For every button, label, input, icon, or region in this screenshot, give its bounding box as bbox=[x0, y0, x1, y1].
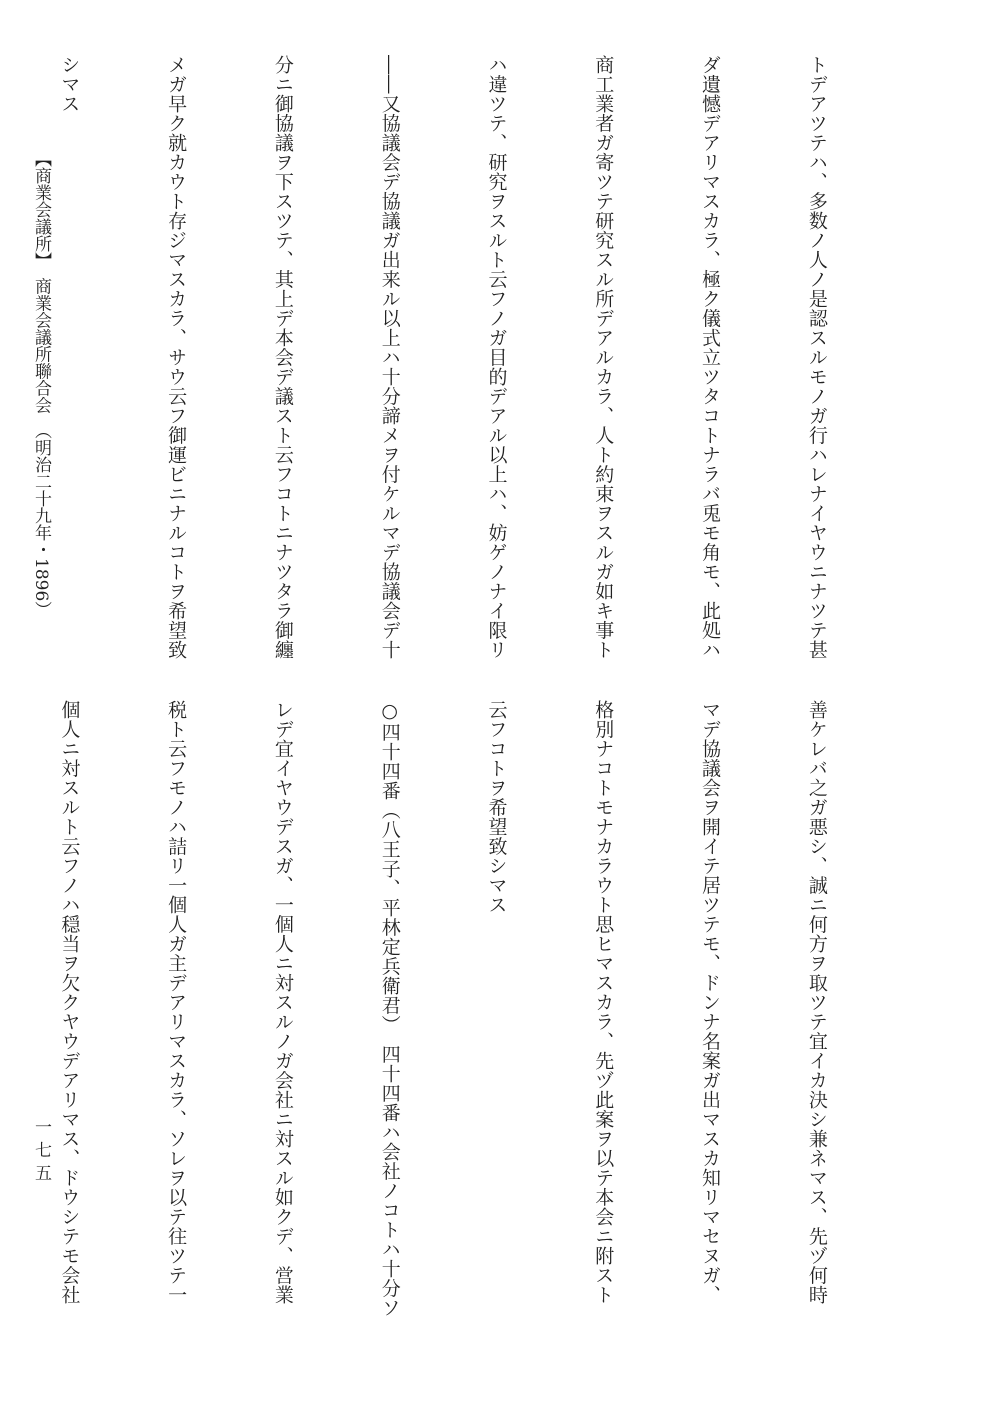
page-number: 一七五 bbox=[31, 1118, 51, 1187]
text-line: 個人ニ対スルト云フノハ穏当ヲ欠クヤウデアリマス、ドウシテモ会社 bbox=[58, 700, 81, 1305]
text-line: 格別ナコトモナカラウト思ヒマスカラ、先ヅ此案ヲ以テ本会ニ附スト bbox=[592, 700, 615, 1305]
text-line: メガ早ク就カウト存ジマスカラ、サウ云フ御運ビニナルコトヲ希望致 bbox=[165, 55, 188, 660]
text-line: 云フコトヲ希望致シマス bbox=[485, 700, 508, 915]
text-line: トデアツテハ、多数ノ人ノ是認スルモノガ行ハレナイヤウニナツテ甚 bbox=[805, 55, 828, 660]
running-header: 【商業会議所】 商業会議所聯合会 （明治二十九年・1896） bbox=[31, 150, 51, 619]
text-line: シマス bbox=[58, 55, 81, 114]
text-line: レデ宜イヤウデスガ、一個人ニ対スルノガ会社ニ対スル如クデ、営業 bbox=[271, 700, 294, 1305]
text-block-upper bbox=[58, 55, 905, 665]
text-line: 善ケレバ之ガ悪シ、誠ニ何方ヲ取ツテ宜イカ決シ兼ネマス、先ヅ何時 bbox=[805, 700, 828, 1305]
text-line: 分ニ御協議ヲ下スツテ、其上デ本会デ議スト云フコトニナツタラ御纏 bbox=[271, 55, 294, 660]
text-line: 商工業者ガ寄ツテ研究スル所デアルカラ、人ト約束ヲスルガ如キ事ト bbox=[592, 55, 615, 660]
text-line: ハ違ツテ、研究ヲスルト云フノガ目的デアル以上ハ、妨ゲノナイ限リ bbox=[485, 55, 508, 660]
text-line: 税ト云フモノハ詰リ一個人ガ主デアリマスカラ、ソレヲ以テ往ツテ一 bbox=[165, 700, 188, 1305]
text-line: ダ遺憾デアリマスカラ、極ク儀式立ツタコトナラバ兎モ角モ、此処ハ bbox=[699, 55, 722, 660]
text-line: ――又協議会デ協議ガ出来ル以上ハ十分諦メヲ付ケルマデ協議会デ十 bbox=[378, 55, 401, 660]
text-block-lower bbox=[58, 700, 905, 1318]
text-line: マデ協議会ヲ開イテ居ツテモ、ドンナ名案ガ出マスカ知リマセヌガ、 bbox=[699, 700, 722, 1305]
speaker-line: ○四十四番（八王子、平林定兵衛君） 四十四番ハ会社ノコトハ十分ソ bbox=[378, 700, 401, 1318]
